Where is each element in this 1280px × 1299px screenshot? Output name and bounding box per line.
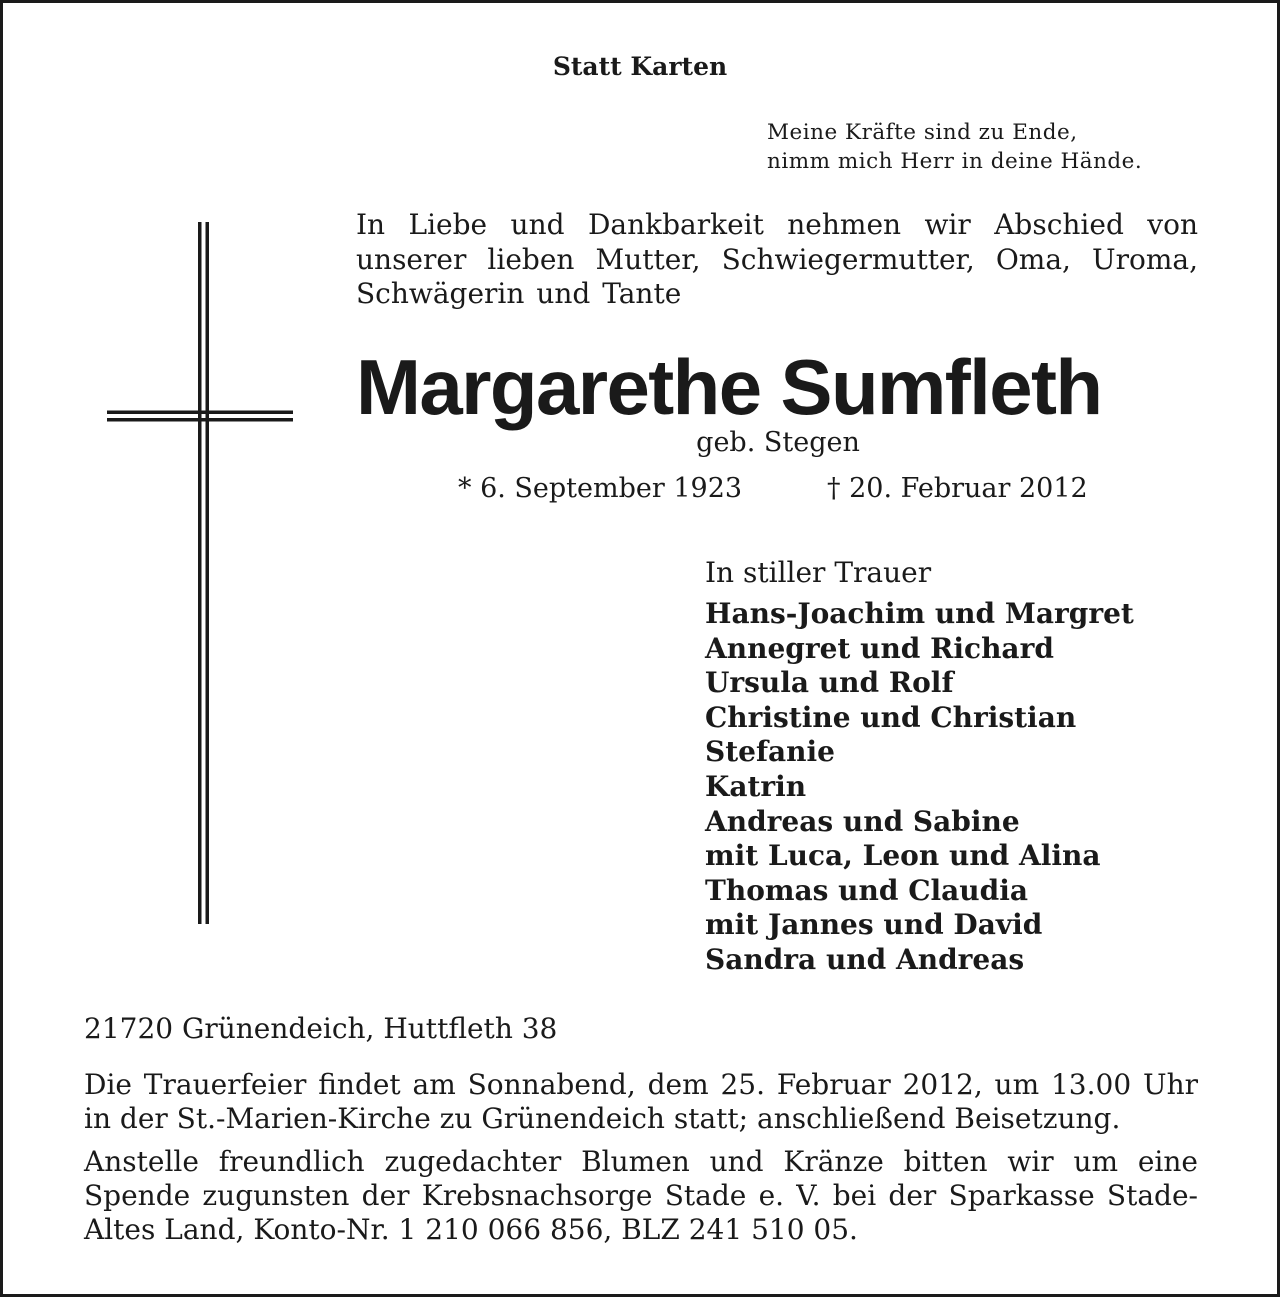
list-item: Andreas und Sabine: [705, 804, 1020, 838]
list-item: Ursula und Rolf: [705, 666, 954, 700]
list-item: Stefanie: [705, 735, 835, 769]
verse: [767, 118, 1142, 176]
list-item: Sandra und Andreas: [705, 942, 1025, 976]
verse-line: Meine Kräfte sind zu Ende,: [767, 120, 1078, 145]
birth-date: * 6. September 1923: [458, 473, 743, 504]
header-title: Statt Karten: [552, 52, 728, 81]
maiden-name: geb. Stegen: [696, 427, 860, 458]
donation-notice: Anstelle freundlich zugedachter Blumen und Kränze bitten wir um eine Spende zugunsten der Krebsnachsorge Stade e. V. bei der Sparkasse Stade-Altes Land, Konto-Nr. 1 210 066 856, BLZ 241 510 05.: [84, 1145, 1198, 1246]
list-item: Katrin: [705, 769, 807, 803]
verse-line: nimm mich Herr in deine Hände.: [767, 149, 1143, 174]
deceased-name: Margarethe Sumfleth: [356, 343, 1102, 431]
mourning-label: In stiller Trauer: [705, 556, 932, 589]
funeral-notice: Die Trauerfeier findet am Sonnabend, dem 25. Februar 2012, um 13.00 Uhr in der St.-Marien-Kirche zu Grünendeich statt; anschließend Beisetzung.: [84, 1068, 1198, 1135]
intro-text: In Liebe und Dankbarkeit nehmen wir Abschied von unserer lieben Mutter, Schwiegermutter, Oma, Uroma, Schwägerin und Tante: [356, 208, 1198, 310]
list-item: Hans-Joachim und Margret: [705, 597, 1134, 630]
list-item: mit Luca, Leon und Alina: [705, 839, 1101, 873]
cross-icon: [105, 222, 295, 924]
list-item: Christine und Christian: [705, 700, 1077, 734]
list-item: Annegret und Richard: [705, 631, 1054, 665]
list-item: mit Jannes und David: [705, 908, 1043, 942]
list-item: Thomas und Claudia: [705, 873, 1028, 907]
mourner-list: [705, 597, 1134, 978]
address: 21720 Grünendeich, Huttfleth 38: [84, 1012, 558, 1045]
death-date: † 20. Februar 2012: [827, 473, 1088, 504]
